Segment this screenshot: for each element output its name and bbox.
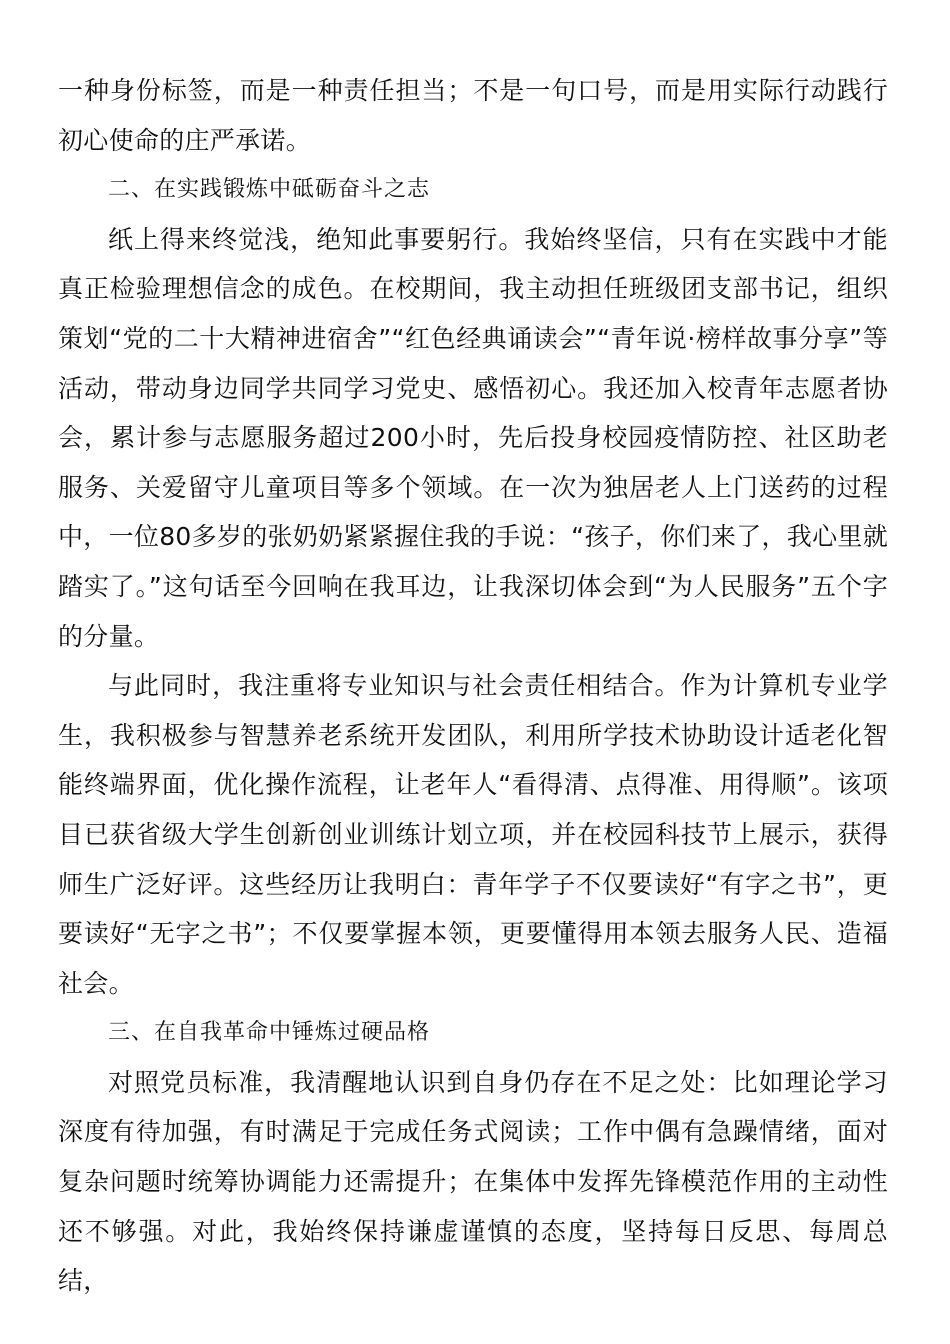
section-heading-two: 二、在实践锻炼中砥砺奋斗之志	[108, 177, 431, 203]
paragraph-practice: 纸上得来终觉浅，绝知此事要躬行。我始终坚信，只有在实践中才能真正检验理想信念的成色。在校期间，我主动担任班级团支部书记，组织策划“党的二十大精神进宿舍”“红色经典诵读会”“青年说·榜样故事分享”等活动，带动身边同学共同学习党史、感悟初心。我还加入校青年志愿者协会，累计参与志愿服务超过200小时，先后投身校园疫情防控、社区助老服务、关爱留守儿童项目等多个领域。在一次为独居老人上门送药的过程中，一位80多岁的张奶奶紧紧握住我的手说：“孩子，你们来了，我心里就踏实了。”这句话至今回响在我耳边，让我深切体会到“为人民服务”五个字的分量。	[58, 224, 888, 651]
paragraph-continuation: 一种身份标签，而是一种责任担当；不是一句口号，而是用实际行动践行初心使命的庄严承诺。	[58, 76, 888, 155]
document-page	[58, 66, 888, 1306]
paragraph-self-reflection: 对照党员标准，我清醒地认识到自身仍存在不足之处：比如理论学习深度有待加强，有时满足于完成任务式阅读；工作中偶有急躁情绪，面对复杂问题时统筹协调能力还需提升；在集体中发挥先锋模范作用的主动性还不够强。对此，我始终保持谦虚谨慎的态度，坚持每日反思、每周总结，	[58, 1067, 888, 1296]
section-heading-three: 三、在自我革命中锤炼过硬品格	[108, 1020, 431, 1046]
paragraph-professional: 与此同时，我注重将专业知识与社会责任相结合。作为计算机专业学生，我积极参与智慧养老系统开发团队，利用所学技术协助设计适老化智能终端界面，优化操作流程，让老年人“看得清、点得准、用得顺”。该项目已获省级大学生创新创业训练计划立项，并在校园科技节上展示，获得师生广泛好评。这些经历让我明白：青年学子不仅要读好“有字之书”，更要读好“无字之书”；不仅要掌握本领，更要懂得用本领去服务人民、造福社会。	[58, 671, 888, 998]
